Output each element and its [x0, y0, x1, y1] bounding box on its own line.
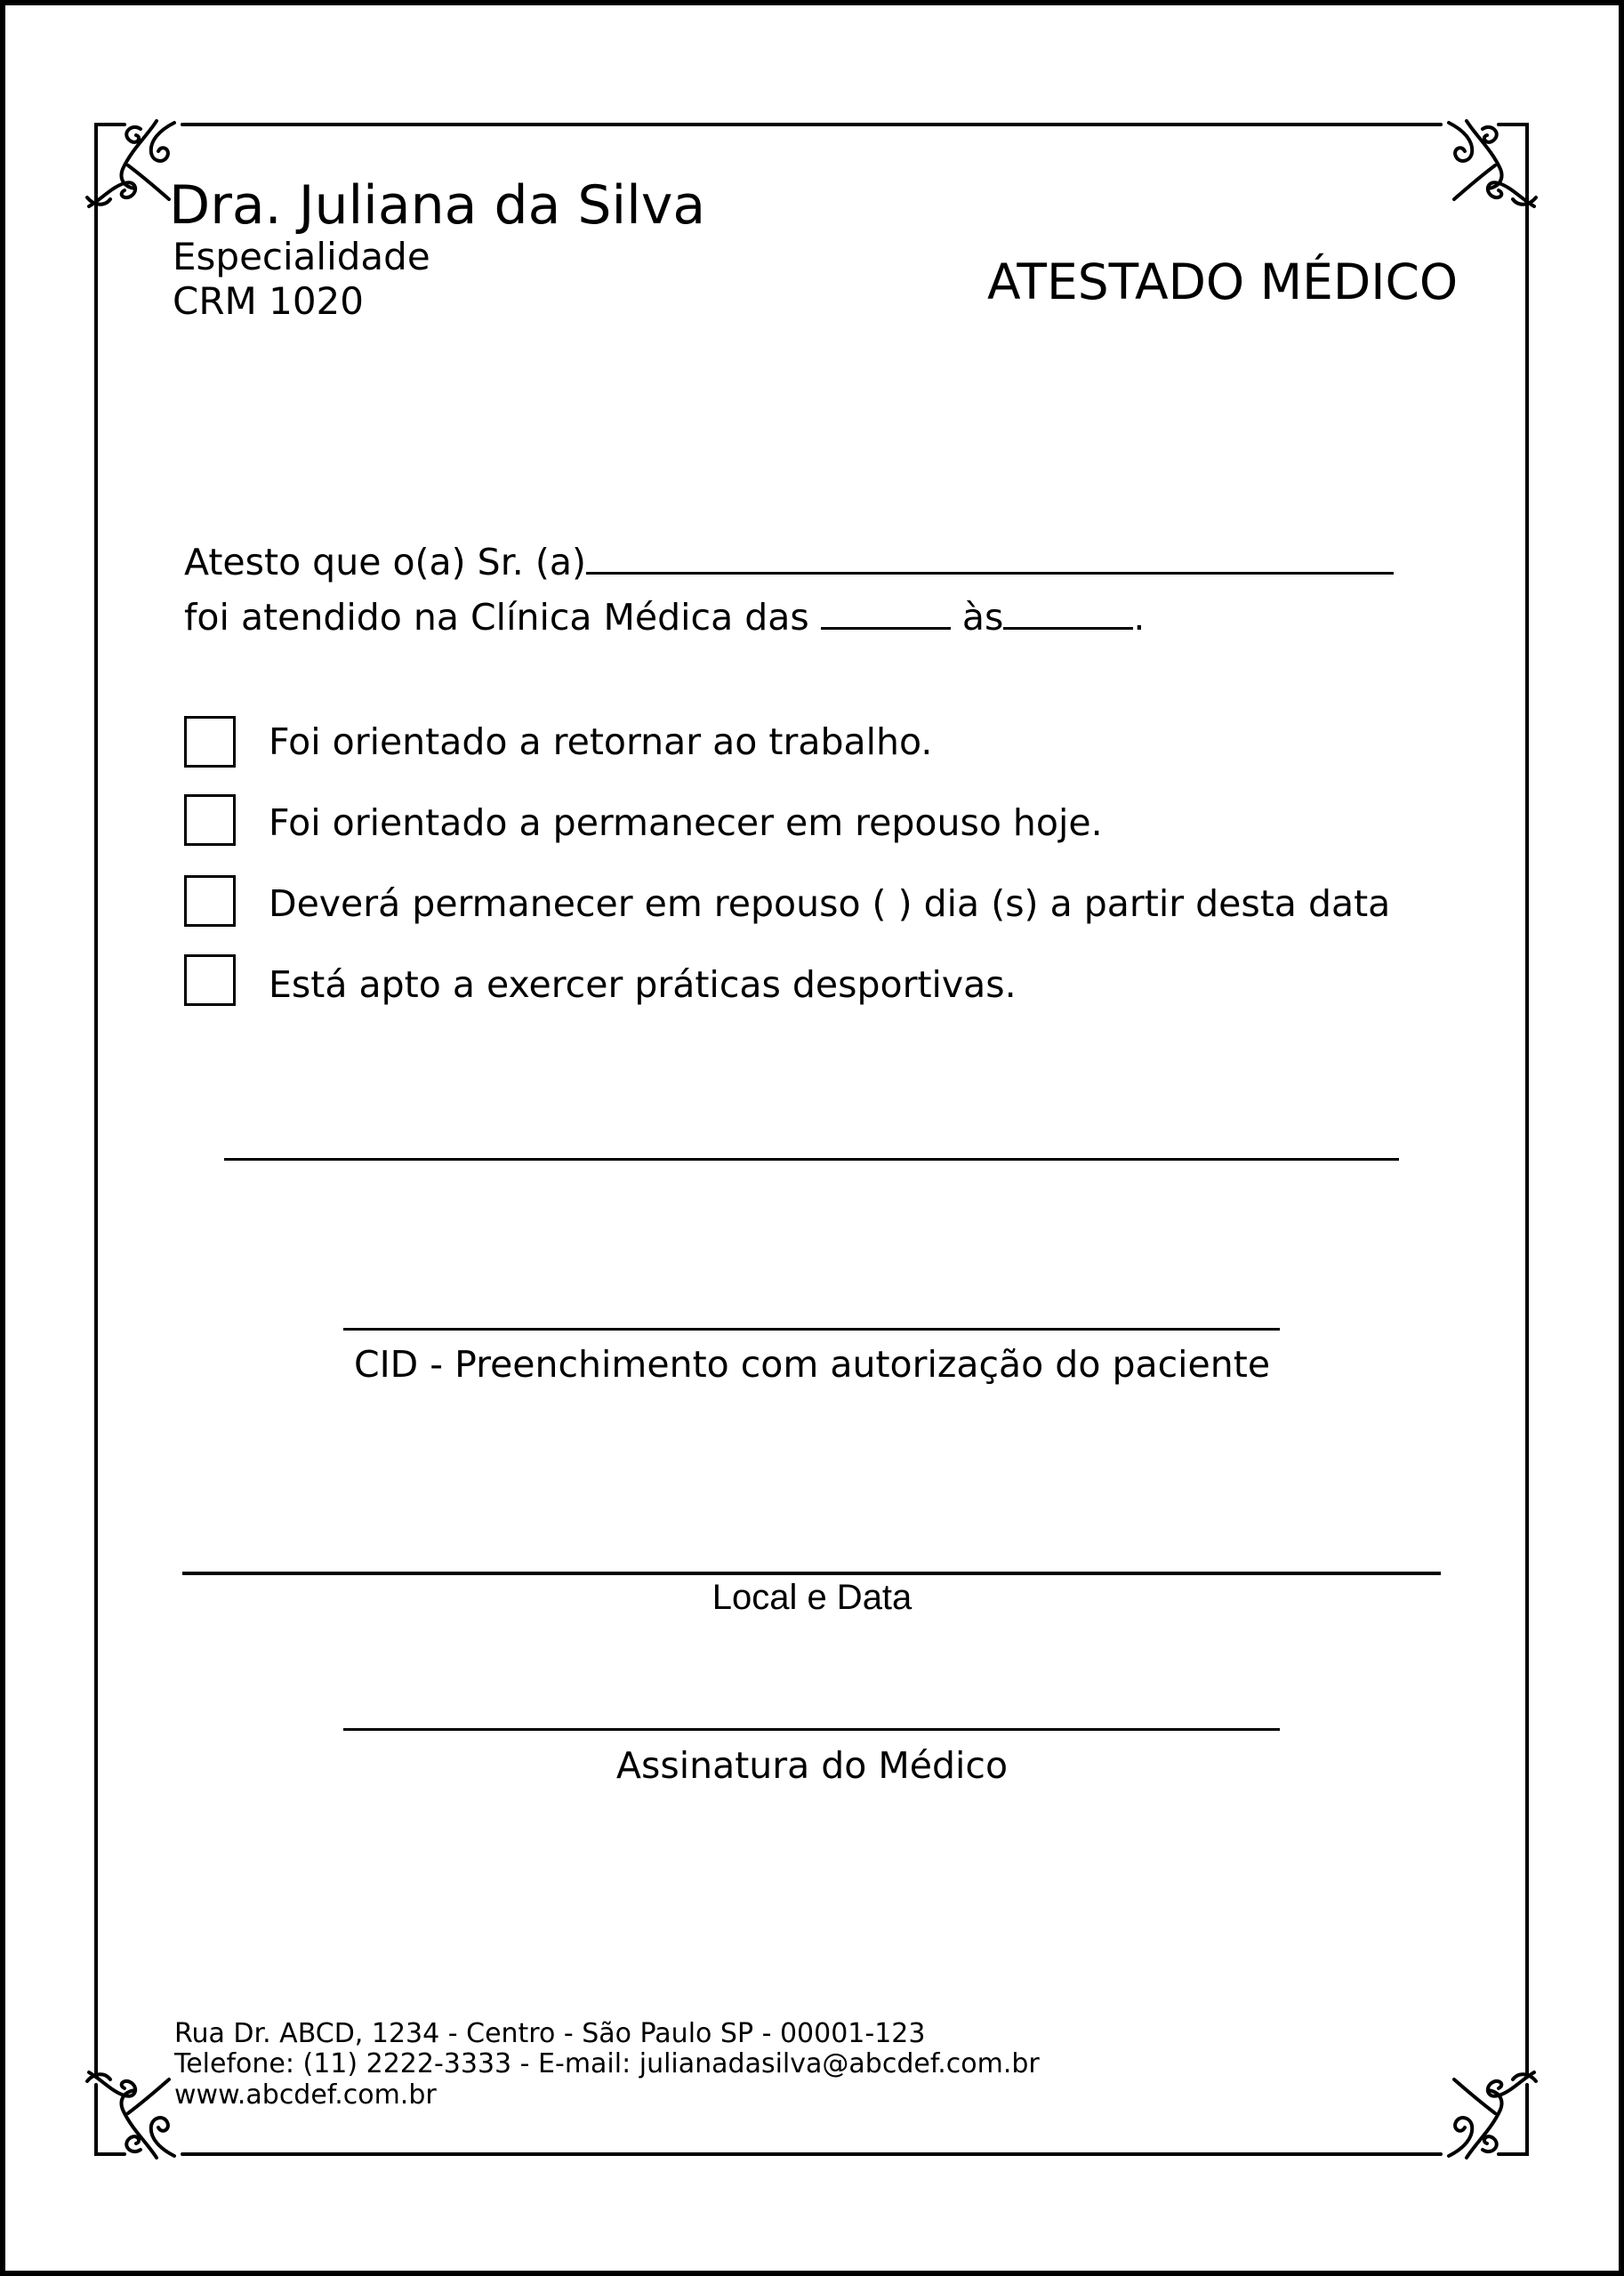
- start-time-field[interactable]: [821, 595, 951, 630]
- attendance-text-to: às: [950, 596, 1004, 639]
- checkbox-fit-for-sports[interactable]: [184, 954, 236, 1006]
- attendance-text: foi atendido na Clínica Médica das: [184, 596, 821, 639]
- local-data-field[interactable]: [182, 1572, 1441, 1575]
- signature-field[interactable]: [343, 1728, 1280, 1731]
- checkbox-rest-days[interactable]: [184, 875, 236, 927]
- checkbox-rest-today[interactable]: [184, 794, 236, 846]
- footer-website: www.abcdef.com.br: [174, 2079, 437, 2111]
- signature-label: Assinatura do Médico: [615, 1744, 1009, 1787]
- corner-ornament-top-left: [87, 121, 174, 206]
- corner-ornament-bottom-right: [1449, 2072, 1536, 2158]
- corner-ornament-bottom-left: [87, 2072, 174, 2158]
- option-fit-for-sports-label: Está apto a exercer práticas desportivas.: [269, 963, 1017, 1006]
- local-data-label: Local e Data: [712, 1578, 912, 1617]
- cid-label: CID - Preenchimento com autorização do paciente: [353, 1343, 1271, 1386]
- corner-ornament-top-right: [1449, 121, 1536, 206]
- cid-field[interactable]: [343, 1328, 1280, 1331]
- doctor-specialty: Especialidade: [173, 235, 430, 278]
- attestation-text: Atesto que o(a) Sr. (a): [184, 541, 586, 583]
- option-rest-today-label: Foi orientado a permanecer em repouso hoje.: [269, 801, 1103, 844]
- attestation-line: [184, 540, 1394, 581]
- patient-name-field[interactable]: [586, 540, 1394, 575]
- doctor-name: Dra. Juliana da Silva: [169, 174, 706, 237]
- option-rest-days-label: Deverá permanecer em repouso ( ) dia (s) a partir desta data: [269, 882, 1391, 925]
- notes-line-field[interactable]: [224, 1158, 1399, 1161]
- document-title: ATESTADO MÉDICO: [987, 253, 1459, 310]
- attendance-line: [184, 595, 1146, 639]
- checkbox-return-to-work[interactable]: [184, 716, 236, 768]
- end-time-field[interactable]: [1003, 595, 1133, 630]
- option-return-to-work-label: Foi orientado a retornar ao trabalho.: [269, 720, 933, 763]
- footer-address: Rua Dr. ABCD, 1234 - Centro - São Paulo SP - 00001-123: [174, 2018, 926, 2049]
- attendance-text-end: .: [1133, 596, 1146, 639]
- footer-contact: Telefone: (11) 2222-3333 - E-mail: julianadasilva@abcdef.com.br: [174, 2048, 1040, 2079]
- doctor-crm: CRM 1020: [173, 279, 364, 323]
